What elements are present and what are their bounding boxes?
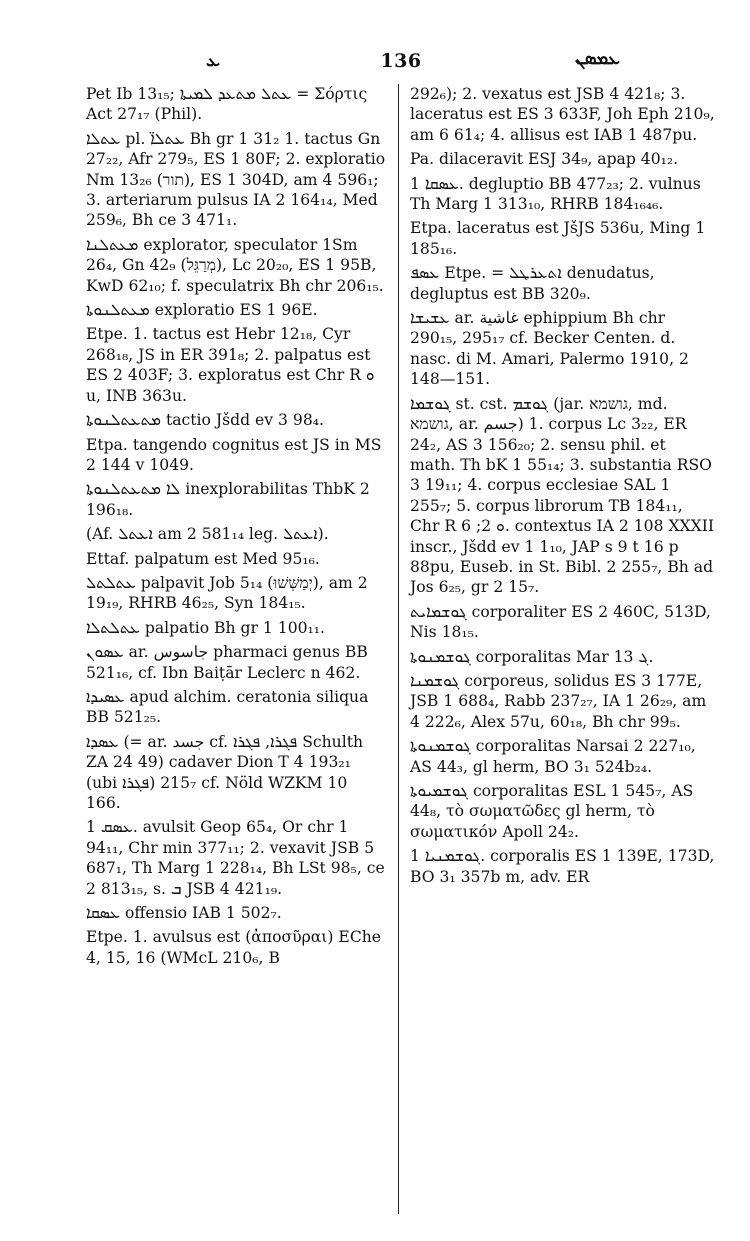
entry: 292₆); 2. vexatus est JSB 4 421₈; 3. laceratus est ES 3 633F, Joh Eph 210₉, am 6 61₄; 4. allisus est IAB 1 487pu. <box>410 85 715 144</box>
entry: ܡܬܥܬܠܢܘܬܐ tactio Jšdd ev 3 98₄. <box>86 411 324 430</box>
entry: ܥܣܕܐ (= ar. جسد cf. ܦܓܪܐ, ܦܓܪܐ Schulth ZA 24 49) cadaver Dion T 4 193₂₁ (ubi ܦܓܪܐ) 215₇ cf. Nöld WZKM 10 166. <box>86 732 364 812</box>
entry: Ettaf. palpatum est Med 95₁₆. <box>86 549 320 568</box>
entry: ܥܫܝܫܐ ar. غاشية ephippium Bh chr 290₁₅, 295₁₇ cf. Becker Centen. d. nasc. di M. Amari, Palermo 1910, 2 148—151. <box>410 309 689 389</box>
entry: ܥܣܩܐ offensio IAB 1 502₇. <box>86 904 282 923</box>
header-left-syriac: ܥ <box>206 50 220 71</box>
entry: ܥܣܝܕܐ apud alchim. ceratonia siliqua BB 521₂₅. <box>86 687 369 727</box>
entry: ܥܣܩܐ 1. degluptio BB 477₂₃; 2. vulnus Th Marg 1 313₁₀, RHRB 184₁₆₄₆. <box>410 174 701 214</box>
entry: ܓܘܫܡܢܐ corporeus, solidus ES 3 177E, JSB 1 688₄, Rabb 237₂₇, IA 1 26₂₉, am 4 222₆, Alex 57u, 60₁₈, Bh chr 99₅. <box>410 671 707 731</box>
entry: Etpa. tangendo cognitus est JS in MS 2 144 v 1049. <box>86 435 382 474</box>
entry: ܓܘܫܡܐܝܬ corporaliter ES 2 460C, 513D, Nis 18₁₅. <box>410 602 711 642</box>
entry: Pa. dilaceravit ESJ 34₉, apap 40₁₂. <box>410 150 679 169</box>
entry: ܠܐ ܡܬܥܬܠܢܘܬܐ inexplorabilitas ThbK 2 196₁₈. <box>86 480 370 519</box>
left-column <box>86 84 386 972</box>
page-number: 136 <box>380 50 422 72</box>
entry: ܥܣܦ Etpe. = ܐܬܥܪܛܠ denudatus, degluptus est BB 320₉. <box>410 264 655 303</box>
entry: ܓܘܫܡܢܘܬܐ corporalitas Mar ܓ 13. <box>410 647 654 666</box>
entry: ܡܥܬܠܢܘܬܐ exploratio ES 1 96E. <box>86 301 318 320</box>
entry: Pet Ib 13₁₅; ܥܬܠ ܡܬܥܕ ܠܡܝܬܐ = Σόρτις Act 27₁₇ (Phil). <box>86 85 368 124</box>
header-right-syriac: ܥܡܣܢ <box>575 48 620 69</box>
entry: ܥܣܘܢ ar. جاسوس pharmaci genus BB 521₁₆, cf. Ibn Baiṭār Leclerc n 462. <box>86 643 368 682</box>
right-column <box>410 84 715 891</box>
entry: ܓܘܫܡܐ st. cst. ܓܘܫܡ (jar. גושמא, md. גושמא, ar. جسم) 1. corpus Lc 3₂₂, ER 24₂, AS 3 156₂₀; 2. sensu phil. et math. Th bK 1 55₁₄; 3. substantia RSO 3 19₁₁; 4. corpus ecclesiae SAL 1 255₇; 5. corpus librorum TB 184₁₁, Chr R ܘ 2; 6. contextus IA 2 108 XXXII inscr., Jšdd ev 1 1₁₀, JAP s 9 t 16 p 88pu, Euseb. in St. Bibl. 2 255₇, Bh ad Jos 6₂₅, gr 2 15₇. <box>410 394 715 597</box>
entry: ܥܬܠܐ pl. ܥܬܠܐ̈ Bh gr 1 31₂ 1. tactus Gn 27₂₂, Afr 279₅, ES 1 80F; 2. exploratio Nm 13₂₆ (תור), ES 1 304D, am 4 596₁; 3. arteriarum pulsus IA 2 164₁₄, Med 259₆, Bh ce 3 471₁. <box>86 129 386 230</box>
entry: ܥܬܠܬܠܐ palpatio Bh gr 1 100₁₁. <box>86 618 325 637</box>
entry: ܥܬܠܬܠ palpavit Job 5₁₄ (יְמַשְּׁשׁוּ), am 2 19₁₉, RHRB 46₂₅, Syn 184₁₅. <box>86 573 368 613</box>
page-header <box>86 46 716 80</box>
entry: ܓܘܫܡܝܘܬܐ corporalitas ESL 1 545₇, AS 44₈, τὸ σωματῶδες gl herm, τὸ σωματικόν Apoll 24₂. <box>410 782 694 841</box>
entry: ܓܘܫܡܢܘܬܐ corporalitas Narsai 2 227₁₀, AS 44₃, gl herm, BO 3₁ 524b₂₄. <box>410 737 696 776</box>
entry: Etpe. 1. tactus est Hebr 12₁₈, Cyr 268₁₈, JS in ER 391₈; 2. palpatus est ES 2 403F; 3. exploratus est Chr R ܘ u, INB 363u. <box>86 325 375 405</box>
column-divider <box>398 84 399 1214</box>
entry: ܡܥܬܠܢܐ explorator, speculator 1Sm 26₄, Gn 42₉ (מְרַגֵּל), Lc 20₂₀, ES 1 95B, KwD 62₁₀; f. speculatrix Bh chr 206₁₅. <box>86 235 384 295</box>
entry: ܥܣܩ 1. avulsit Geop 65₄, Or chr 1 94₁₁, Chr min 377₁₁; 2. vexavit JSB 5 687₁, Th Marg 1 228₁₄, Bh LSt 98₅, ce 2 813₁₅, s. ܒ JSB 4 421₁₉. <box>86 818 385 898</box>
entry: Etpe. 1. avulsus est (ἀποσῦραι) EChe 4, 15, 16 (WMcL 210₆, B <box>86 928 382 967</box>
entry: (Af. ܐܥܬܠ am 2 581₁₄ leg. ܐܥܬܠ). <box>86 525 329 544</box>
entry: ܓܘܫܡܢܝܐ 1. corporalis ES 1 139E, 173D, BO 3₁ 357b m, adv. ER <box>410 847 715 886</box>
entry: Etpa. laceratus est JšJS 536u, Ming 1 185₁₆. <box>410 219 706 258</box>
